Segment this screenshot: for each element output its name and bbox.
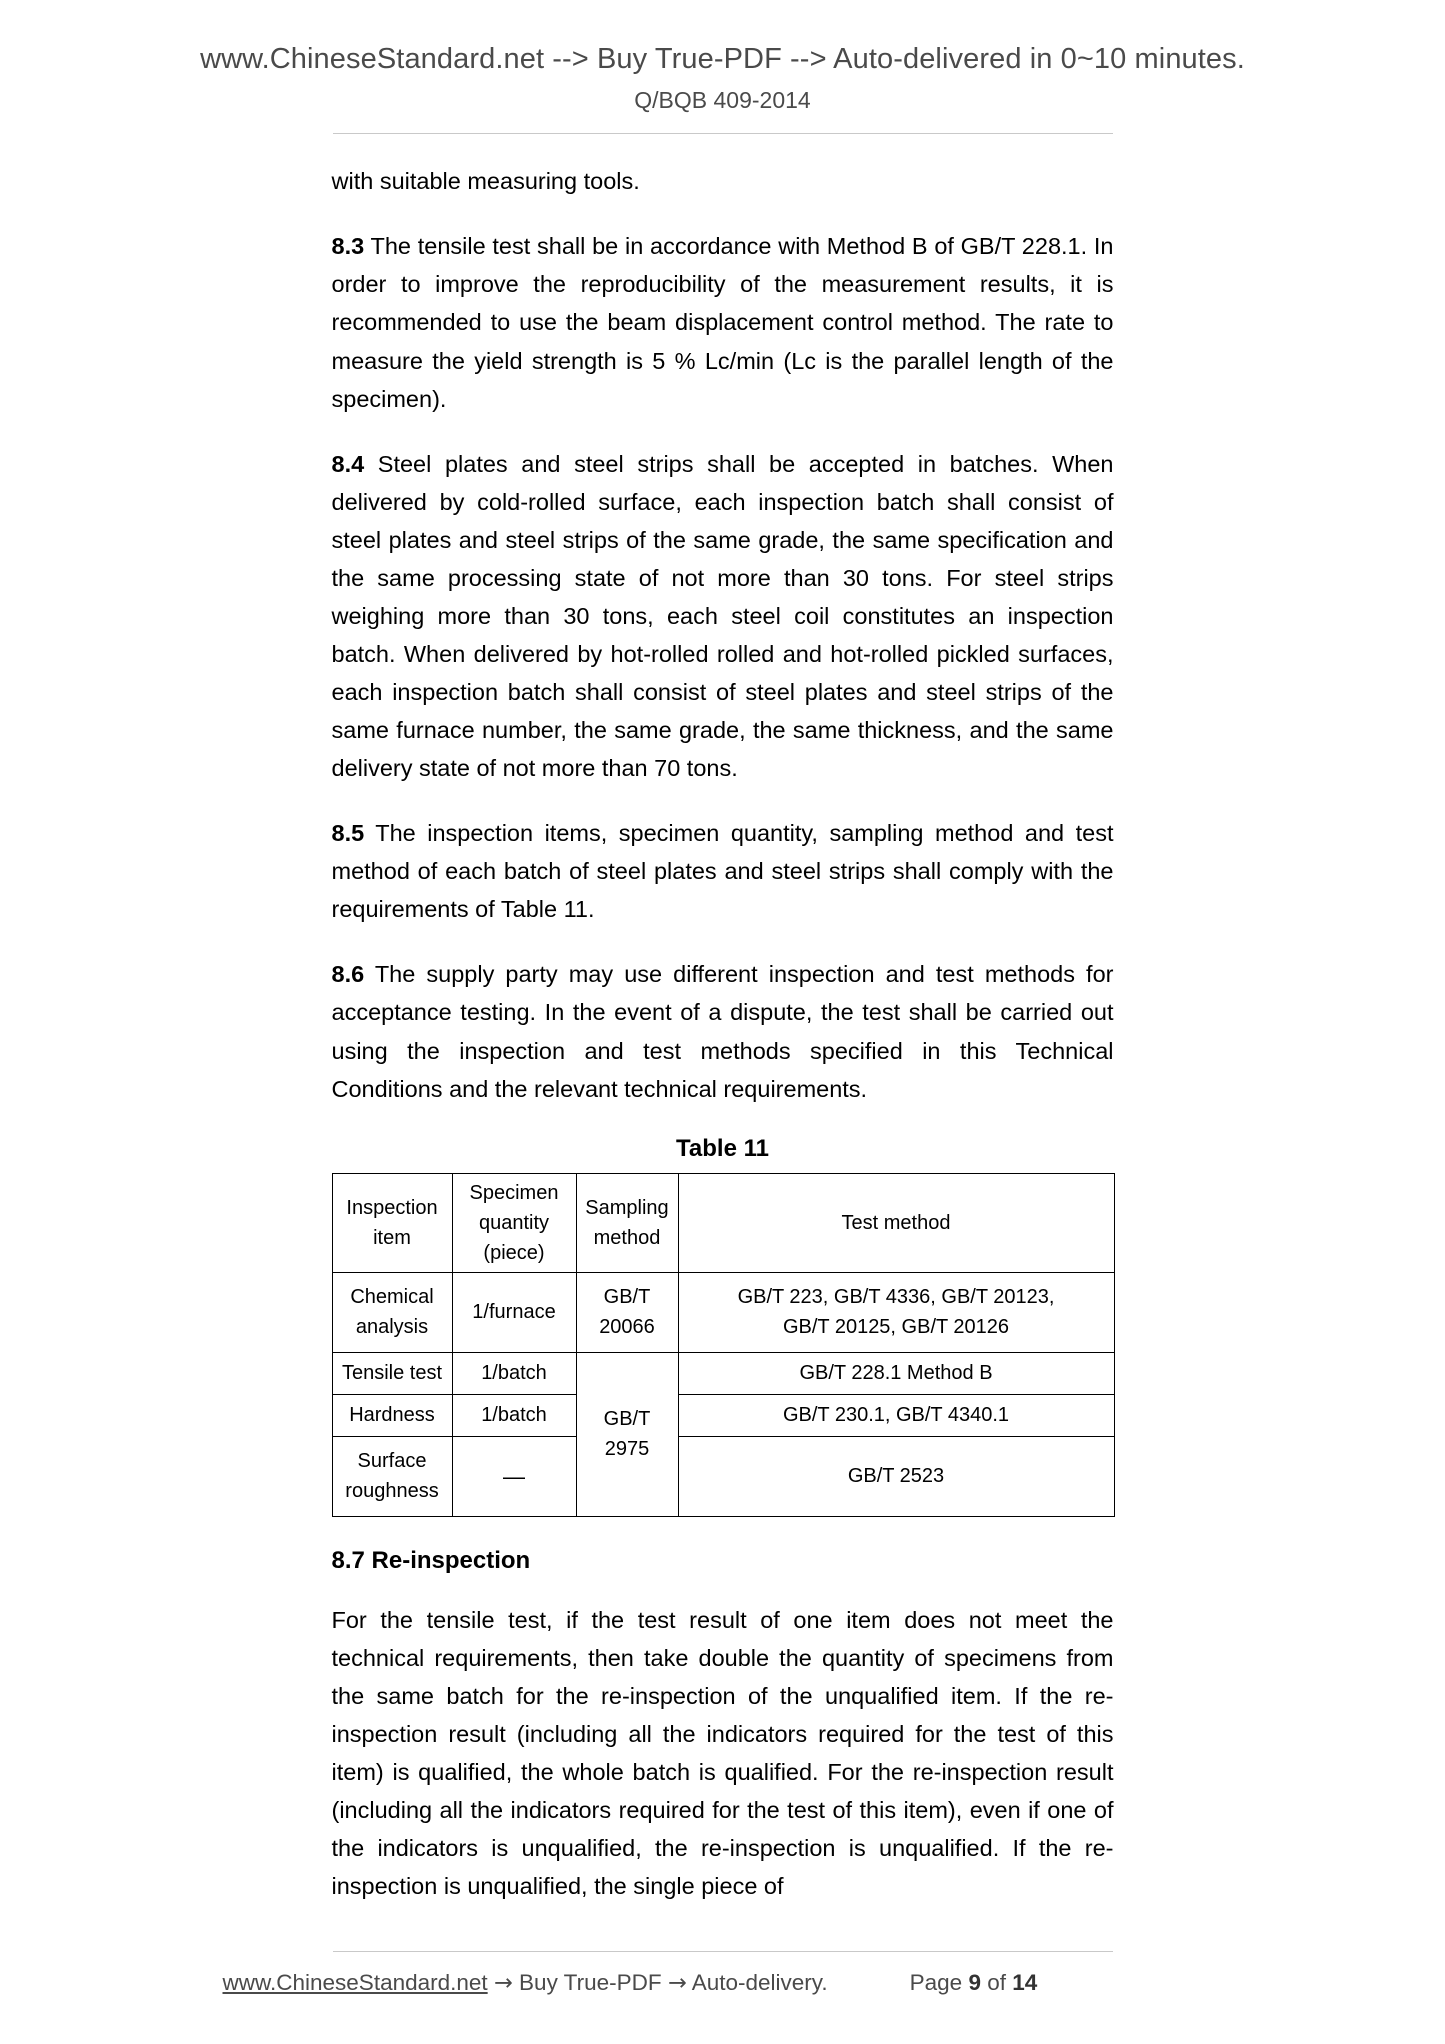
cell-item-line2: analysis (355, 1316, 429, 1339)
document-content (332, 134, 1114, 1905)
cell-specimen-quantity: — (452, 1436, 576, 1516)
header-inspection-item: Inspection item (332, 1173, 452, 1272)
cell-item-line2: roughness (345, 1480, 439, 1503)
cell-sampling-method: GB/T 20066 (576, 1272, 678, 1352)
header-sampling-method-line2: method (593, 1226, 661, 1249)
table-title: Table 11 (676, 1134, 769, 1162)
clause-number-8-4: 8.4 (331, 450, 365, 477)
clause-text-8-6: The supply party may use different inspection and test methods for acceptance testing. In the event of a dispute, the test shall be carried out using the inspection and test methods specified in this Technical Conditions and the relevant technical requirements. (331, 961, 1114, 1102)
footer-promo (223, 1970, 828, 1996)
footer-divider (333, 1951, 1113, 1952)
paragraph-8-7-text: For the tensile test, if the test result of one item does not meet the technical requirements, then take double the quantity of specimens from the same batch for the re-inspection of the unqualified item. If the re-inspection result (including all the indicators required for the test of this item) is qualified, the whole batch is qualified. For the re-inspection result (including all the indicators required for the test of this item), even if one of the indicators is unqualified, the re-inspection is unqualified. If the re-inspection is unqualified, the single piece of (331, 1606, 1114, 1900)
cell-sampling-method-merged: GB/T 2975 (576, 1352, 678, 1516)
table-row (332, 1352, 1114, 1394)
cell-test-line2: GB/T 20125, GB/T 20126 (782, 1316, 1010, 1339)
header-specimen-quantity-line1: Specimen (469, 1181, 559, 1204)
right-arrow-icon: → (493, 1970, 513, 1996)
cell-test-method: GB/T 230.1, GB/T 4340.1 (678, 1394, 1114, 1436)
heading-8-7: 8.7 Re-inspection (331, 1546, 531, 1574)
paragraph-continuation: with suitable measuring tools. (331, 168, 640, 195)
clause-number-8-6: 8.6 (331, 961, 365, 988)
table-row (332, 1272, 1114, 1352)
page-footer (0, 1951, 1445, 1996)
cell-specimen-quantity: 1/furnace (452, 1272, 576, 1352)
cell-item-line1: Chemical (350, 1286, 434, 1309)
right-arrow-icon-2: → (667, 1970, 687, 1996)
page-indicator (910, 1970, 1038, 1996)
page-header (0, 0, 1445, 134)
clause-text-8-4: Steel plates and steel strips shall be accepted in batches. When delivered by cold-rolled surface, each inspection batch shall consist of steel plates and steel strips of the same grade, the same specification and the same processing state of not more than 30 tons. For steel strips weighing more than 30 tons, each steel coil constitutes an inspection batch. When delivered by hot-rolled rolled and hot-rolled pickled surfaces, each inspection batch shall consist of steel plates and steel strips of the same furnace number, the same grade, the same thickness, and the same delivery state of not more than 70 tons. (331, 450, 1114, 782)
page-number: 9 (968, 1970, 981, 1995)
footer-mid-text: Buy True-PDF (519, 1970, 662, 1995)
paragraph-8-6 (332, 955, 1114, 1107)
clause-number-8-5: 8.5 (331, 820, 365, 847)
header-specimen-quantity (452, 1173, 576, 1272)
header-test-method: Test method (678, 1173, 1114, 1272)
paragraph-8-3 (332, 227, 1114, 417)
paragraph-8-5 (332, 814, 1114, 928)
paragraph-8-4 (332, 445, 1114, 788)
page-label: Page (909, 1970, 963, 1995)
table-row (332, 1436, 1114, 1516)
cell-item-line1: Surface (357, 1450, 427, 1473)
cell-test-line1: GB/T 223, GB/T 4336, GB/T 20123, (737, 1286, 1055, 1309)
header-specimen-quantity-line2: quantity (piece) (478, 1211, 550, 1264)
table-header-row (332, 1173, 1114, 1272)
cell-specimen-quantity: 1/batch (452, 1352, 576, 1394)
clause-number-8-3: 8.3 (331, 233, 365, 260)
cell-test-method: GB/T 2523 (678, 1436, 1114, 1516)
cell-test-method: GB/T 228.1 Method B (678, 1352, 1114, 1394)
cell-test-method (678, 1272, 1114, 1352)
header-promo-text: www.ChineseStandard.net --> Buy True-PDF --> Auto-delivered in 0~10 minutes. (200, 43, 1245, 75)
cell-specimen-quantity: 1/batch (452, 1394, 576, 1436)
header-standard-code: Q/BQB 409-2014 (634, 86, 811, 113)
cell-inspection-item: Hardness (332, 1394, 452, 1436)
header-sampling-method (576, 1173, 678, 1272)
cell-inspection-item (332, 1272, 452, 1352)
cell-inspection-item (332, 1436, 452, 1516)
footer-end-text: Auto-delivery. (691, 1970, 828, 1995)
of-label: of (987, 1970, 1006, 1995)
cell-inspection-item: Tensile test (332, 1352, 452, 1394)
table-row (332, 1394, 1114, 1436)
header-sampling-method-line1: Sampling (585, 1196, 669, 1219)
total-pages: 14 (1012, 1970, 1038, 1995)
clause-text-8-5: The inspection items, specimen quantity, sampling method and test method of each batch of steel plates and steel strips shall comply with the requirements of Table 11. (331, 820, 1114, 923)
clause-text-8-3: The tensile test shall be in accordance with Method B of GB/T 228.1. In order to improve the reproducibility of the measurement results, it is recommended to use the beam displacement control method. The rate to measure the yield strength is 5 % Lc/min (Lc is the parallel length of the specimen). (331, 233, 1114, 412)
footer-site-link[interactable]: www.ChineseStandard.net (222, 1970, 488, 1995)
table-11 (332, 1173, 1115, 1517)
